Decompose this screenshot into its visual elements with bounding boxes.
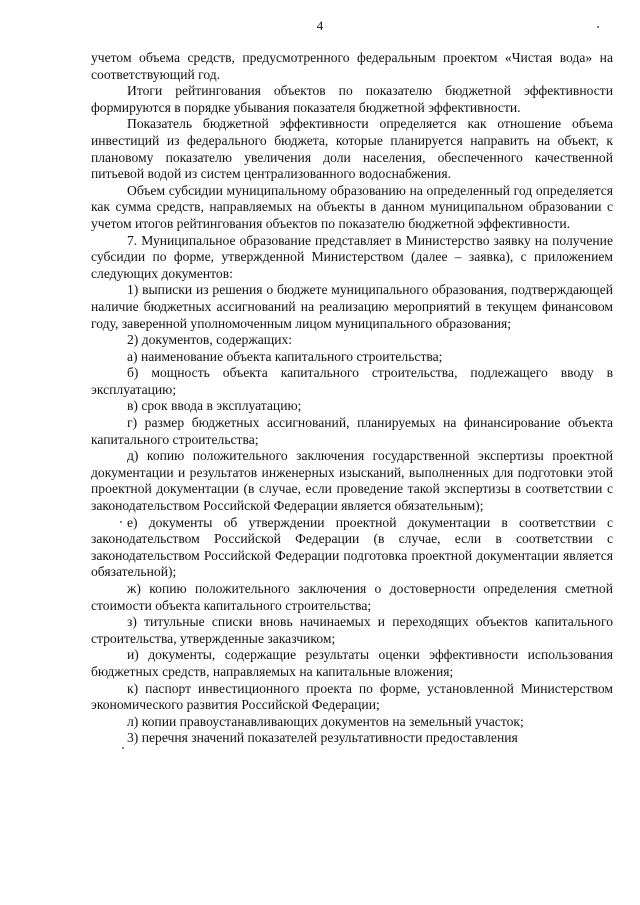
- list-item-k: к) паспорт инвестиционного проекта по форме, установленной Министерством экономического развития Российской Федерации;: [91, 680, 613, 713]
- list-item-z: з) титульные списки вновь начинаемых и переходящих объектов капитального строительства, утвержденные заказчиком;: [91, 614, 613, 646]
- scan-speck: [597, 26, 599, 28]
- list-item-e: е) документы об утверждении проектной документации в соответствии с законодательством Российской Федерации (в случае, если в соответствии с законодательством Российской Федерации подготовка проектной документации является обязательной);: [91, 514, 613, 580]
- list-item-i: и) документы, содержащие результаты оценки эффективности использования бюджетных средств, направляемых на капитальные вложения;: [91, 647, 613, 679]
- list-item-zh: ж) копию положительного заключения о достоверности определения сметной стоимости объекта капитального строительства;: [91, 581, 613, 613]
- paragraph-continuation: учетом объема средств, предусмотренного федеральным проектом «Чистая вода» на соответствующий год.: [91, 50, 613, 82]
- paragraph-rating-results: Итоги рейтингования объектов по показателю бюджетной эффективности формируются в порядке убывания показателя бюджетной эффективности.: [91, 83, 613, 115]
- list-item-g: г) размер бюджетных ассигнований, планируемых на финансирование объекта капитального строительства;: [91, 415, 613, 447]
- list-item-3: 3) перечня значений показателей результативности предоставления: [127, 730, 518, 746]
- paragraph-item-7: 7. Муниципальное образование представляет в Министерство заявку на получение субсидии по форме, утвержденной Министерством (далее – заявка), с приложением следующих документов:: [91, 232, 613, 281]
- list-item-l: л) копии правоустанавливающих документов на земельный участок;: [127, 713, 524, 729]
- list-item-1: 1) выписки из решения о бюджете муниципального образования, подтверждающей наличие бюджетных ассигнований на реализацию мероприятий в текущем финансовом году, заверенной уполномоченным лицом муниципального образования;: [91, 282, 613, 331]
- list-item-a: а) наименование объекта капитального строительства;: [127, 348, 443, 364]
- list-item-d: д) копию положительного заключения государственной экспертизы проектной документации и результатов инженерных изысканий, выполненных для подготовки этой проектной документации (в случае, если проведение такой экспертизы в соответствии с законодательством Российской Федерации является обязательным);: [91, 448, 613, 514]
- scan-speck: [122, 747, 124, 749]
- document-body: [91, 50, 613, 747]
- list-item-v: в) срок ввода в эксплуатацию;: [127, 398, 302, 414]
- list-item-2: 2) документов, содержащих:: [127, 332, 293, 348]
- page-number: 4: [316, 18, 324, 33]
- paragraph-subsidy-volume: Объем субсидии муниципальному образованию на определенный год определяется как сумма средств, направляемых на объекты в данном муниципальном образовании с учетом итогов рейтингования объектов по показателю бюджетной эффективности.: [91, 182, 613, 231]
- list-item-b: б) мощность объекта капитального строительства, подлежащего вводу в эксплуатацию;: [91, 365, 613, 397]
- paragraph-efficiency-indicator: Показатель бюджетной эффективности определяется как отношение объема инвестиций из федерального бюджета, которые планируется направить на объект, к плановому показателю увеличения доли населения, обеспеченного качественной питьевой водой из систем централизованного водоснабжения.: [91, 116, 613, 182]
